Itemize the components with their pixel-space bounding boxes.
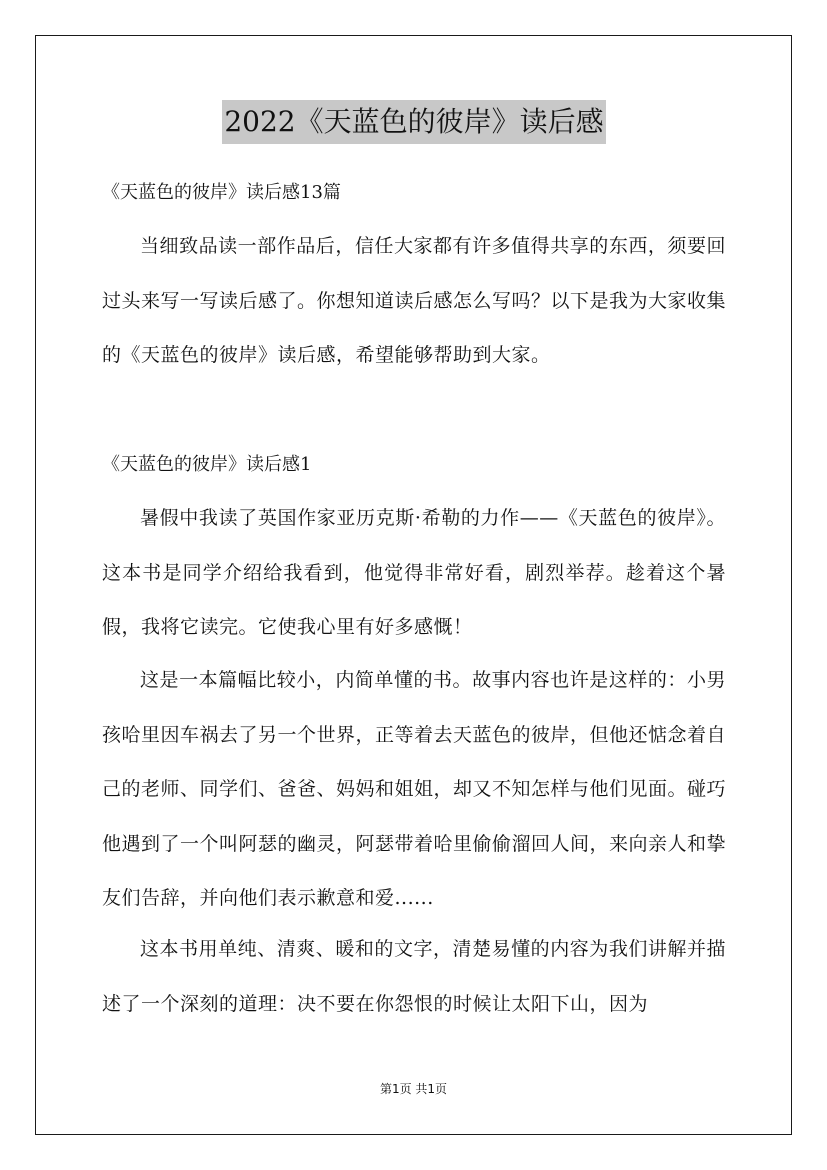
body-paragraph-2: 这是一本篇幅比较小，内简单懂的书。故事内容也许是这样的：小男孩哈里因车祸去了另一个世界，正等着去天蓝色的彼岸，但他还惦念着自己的老师、同学们、爸爸、妈妈和姐姐，却又不知怎样与他们见面。碰巧他遇到了一个叫阿瑟的幽灵，阿瑟带着哈里偷偷溜回人间，来向亲人和挚友们告辞，并向他们表示歉意和爱...... [102, 669, 727, 909]
collection-heading: 《天蓝色的彼岸》读后感13篇 [102, 182, 341, 203]
page-footer: 第1页 共1页 [379, 1082, 448, 1096]
document-title: 2022《天蓝色的彼岸》读后感 [222, 100, 605, 144]
title-wrapper [102, 100, 726, 144]
body-paragraph-1: 暑假中我读了英国作家亚历克斯·希勒的力作——《天蓝色的彼岸》。这本书是同学介绍给我看到，他觉得非常好看，剧烈举荐。趁着这个暑假，我将它读完。它使我心里有好多感慨！ [102, 507, 726, 638]
section-heading: 《天蓝色的彼岸》读后感1 [102, 454, 312, 475]
body-paragraph-3: 这本书用单纯、清爽、暖和的文字，清楚易懂的内容为我们讲解并描述了一个深刻的道理：决不要在你怨恨的时候让太阳下山，因为 [102, 938, 726, 1015]
intro-paragraph: 当细致品读一部作品后，信任大家都有许多值得共享的东西，须要回过头来写一写读后感了。你想知道读后感怎么写吗？以下是我为大家收集的《天蓝色的彼岸》读后感，希望能够帮助到大家。 [102, 235, 727, 366]
